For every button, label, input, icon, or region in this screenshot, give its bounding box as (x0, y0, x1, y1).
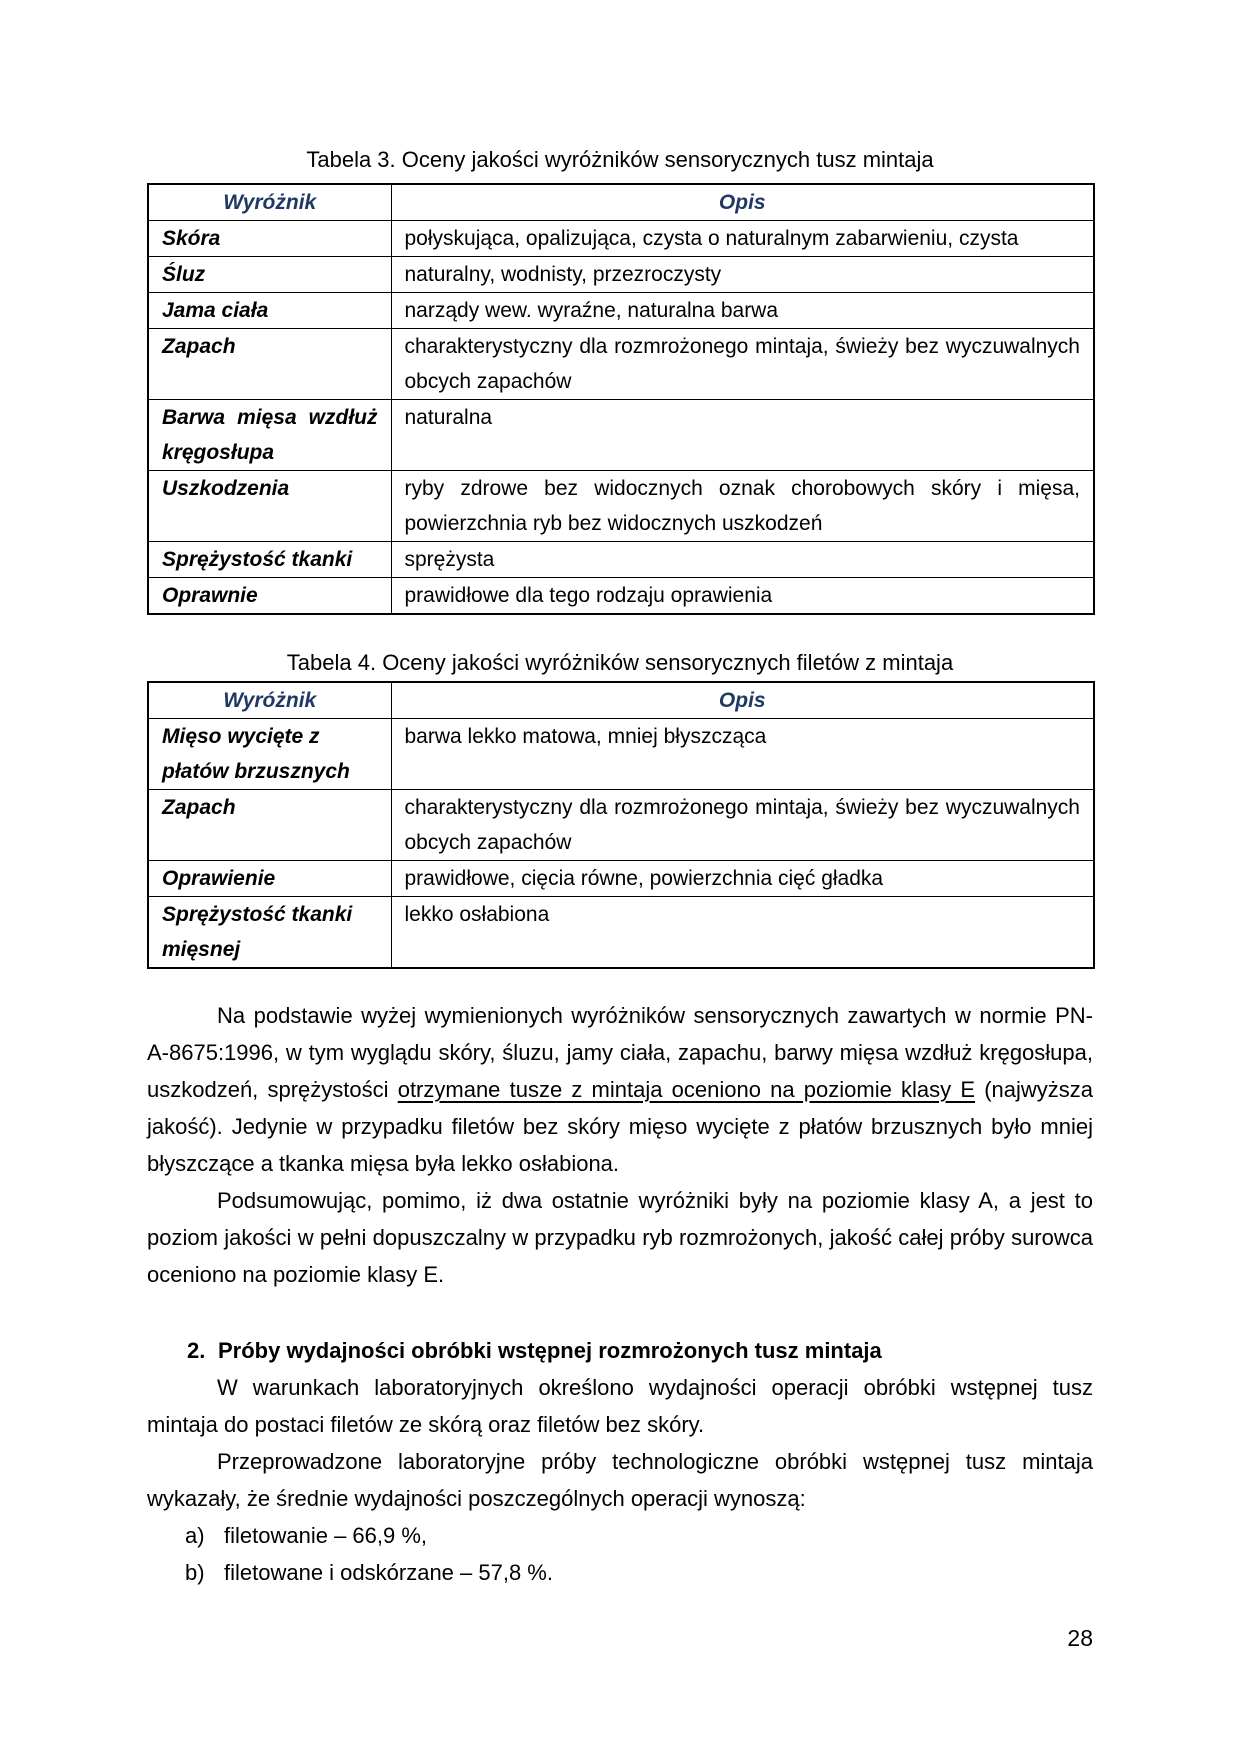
paragraph-text: Na podstawie wyżej wymienionych wyróżników sensorycznych zawartych w normie PN-A-8675:1996, w tym wyglądu skóry, śluzu, jamy ciała, zapachu, barwy mięsa wzdłuż kręgosłupa, uszkodzeń, sprężystości (147, 1003, 1093, 1102)
section2-paragraph-1: W warunkach laboratoryjnych określono wydajności operacji obróbki wstępnej tusz mintaja do postaci filetów ze skórą oraz filetów bez skóry. (147, 1375, 1093, 1437)
row-label-cell: Zapach (148, 329, 391, 400)
section2-heading (147, 1332, 1093, 1369)
table3-title: Tabela 3. Oceny jakości wyróżników sensorycznych tusz mintaja (306, 147, 934, 172)
paragraph-quality-summary (147, 997, 1093, 1182)
row-label-cell: Uszkodzenia (148, 471, 391, 542)
list-item-a (147, 1517, 1093, 1554)
table4-col2-header: Opis (391, 682, 1094, 719)
table3-sensory-tusz (147, 183, 1095, 615)
table-row (148, 400, 1094, 471)
list-item-b (147, 1554, 1093, 1591)
underlined-segment: otrzymane tusze z mintaja oceniono na poziomie klasy E (397, 1077, 976, 1102)
table-row (148, 221, 1094, 257)
row-desc-cell: prawidłowe dla tego rodzaju oprawienia (391, 578, 1094, 615)
row-desc-cell: naturalny, wodnisty, przezroczysty (391, 257, 1094, 293)
row-desc-cell: lekko osłabiona (391, 897, 1094, 969)
row-label-cell: Oprawienie (148, 861, 391, 897)
section2-heading-text: Próby wydajności obróbki wstępnej rozmrożonych tusz mintaja (218, 1338, 882, 1363)
list-marker: b) (185, 1560, 205, 1585)
row-desc-cell: naturalna (391, 400, 1094, 471)
table4-sensory-filety (147, 681, 1095, 969)
table-row (148, 790, 1094, 861)
table4-col1-header: Wyróżnik (148, 682, 391, 719)
paragraph-conclusion: Podsumowując, pomimo, iż dwa ostatnie wyróżniki były na poziomie klasy A, a jest to poziom jakości w pełni dopuszczalny w przypadku ryb rozmrożonych, jakość całej próby surowca oceniono na poziomie klasy E. (147, 1188, 1093, 1287)
row-desc-cell: narządy wew. wyraźne, naturalna barwa (391, 293, 1094, 329)
row-desc-cell: połyskująca, opalizująca, czysta o naturalnym zabarwieniu, czysta (391, 221, 1094, 257)
table-row (148, 471, 1094, 542)
table3-header-row (148, 184, 1094, 221)
row-label-cell: Skóra (148, 221, 391, 257)
row-label-cell: Sprężystość tkanki (148, 542, 391, 578)
row-label-cell: Zapach (148, 790, 391, 861)
row-desc-cell: charakterystyczny dla rozmrożonego mintaja, świeży bez wyczuwalnych obcych zapachów (391, 329, 1094, 400)
page-content (147, 0, 1093, 1591)
table4-header-row (148, 682, 1094, 719)
table-row (148, 542, 1094, 578)
row-label-cell: Śluz (148, 257, 391, 293)
table-row (148, 897, 1094, 969)
row-label-cell: Sprężystość tkanki mięsnej (148, 897, 391, 969)
row-desc-cell: barwa lekko matowa, mniej błyszcząca (391, 719, 1094, 790)
row-label-cell: Oprawnie (148, 578, 391, 615)
table4-title: Tabela 4. Oceny jakości wyróżników sensorycznych filetów z mintaja (286, 650, 954, 675)
section2-number: 2. (187, 1338, 206, 1363)
row-label-cell: Barwa mięsa wzdłuż kręgosłupa (148, 400, 391, 471)
table-row (148, 719, 1094, 790)
row-desc-cell: charakterystyczny dla rozmrożonego mintaja, świeży bez wyczuwalnych obcych zapachów (391, 790, 1094, 861)
table-row (148, 578, 1094, 615)
table3-col1-header: Wyróżnik (148, 184, 391, 221)
table-row (148, 861, 1094, 897)
section2-paragraph-2: Przeprowadzone laboratoryjne próby technologiczne obróbki wstępnej tusz mintaja wykazały, że średnie wydajności poszczególnych operacji wynoszą: (147, 1449, 1093, 1511)
row-desc-cell: prawidłowe, cięcia równe, powierzchnia cięć gładka (391, 861, 1094, 897)
table-row (148, 329, 1094, 400)
list-marker: a) (185, 1523, 205, 1548)
paragraph-text: (najwyższa jakość). Jedynie w przypadku filetów bez skóry mięso wycięte z płatów brzusznych było mniej błyszczące a tkanka mięsa była lekko osłabiona. (147, 1077, 1094, 1176)
list-text: filetowane i odskórzane – 57,8 %. (224, 1560, 553, 1585)
table-row (148, 293, 1094, 329)
page-number: 28 (1067, 1625, 1093, 1651)
body-text-block (147, 997, 1093, 1591)
row-label-cell: Mięso wycięte z płatów brzusznych (148, 719, 391, 790)
row-label-cell: Jama ciała (148, 293, 391, 329)
table-row (148, 257, 1094, 293)
row-desc-cell: sprężysta (391, 542, 1094, 578)
table3-col2-header: Opis (391, 184, 1094, 221)
row-desc-cell: ryby zdrowe bez widocznych oznak chorobowych skóry i mięsa, powierzchnia ryb bez widocznych uszkodzeń (391, 471, 1094, 542)
list-text: filetowanie – 66,9 %, (224, 1523, 428, 1548)
